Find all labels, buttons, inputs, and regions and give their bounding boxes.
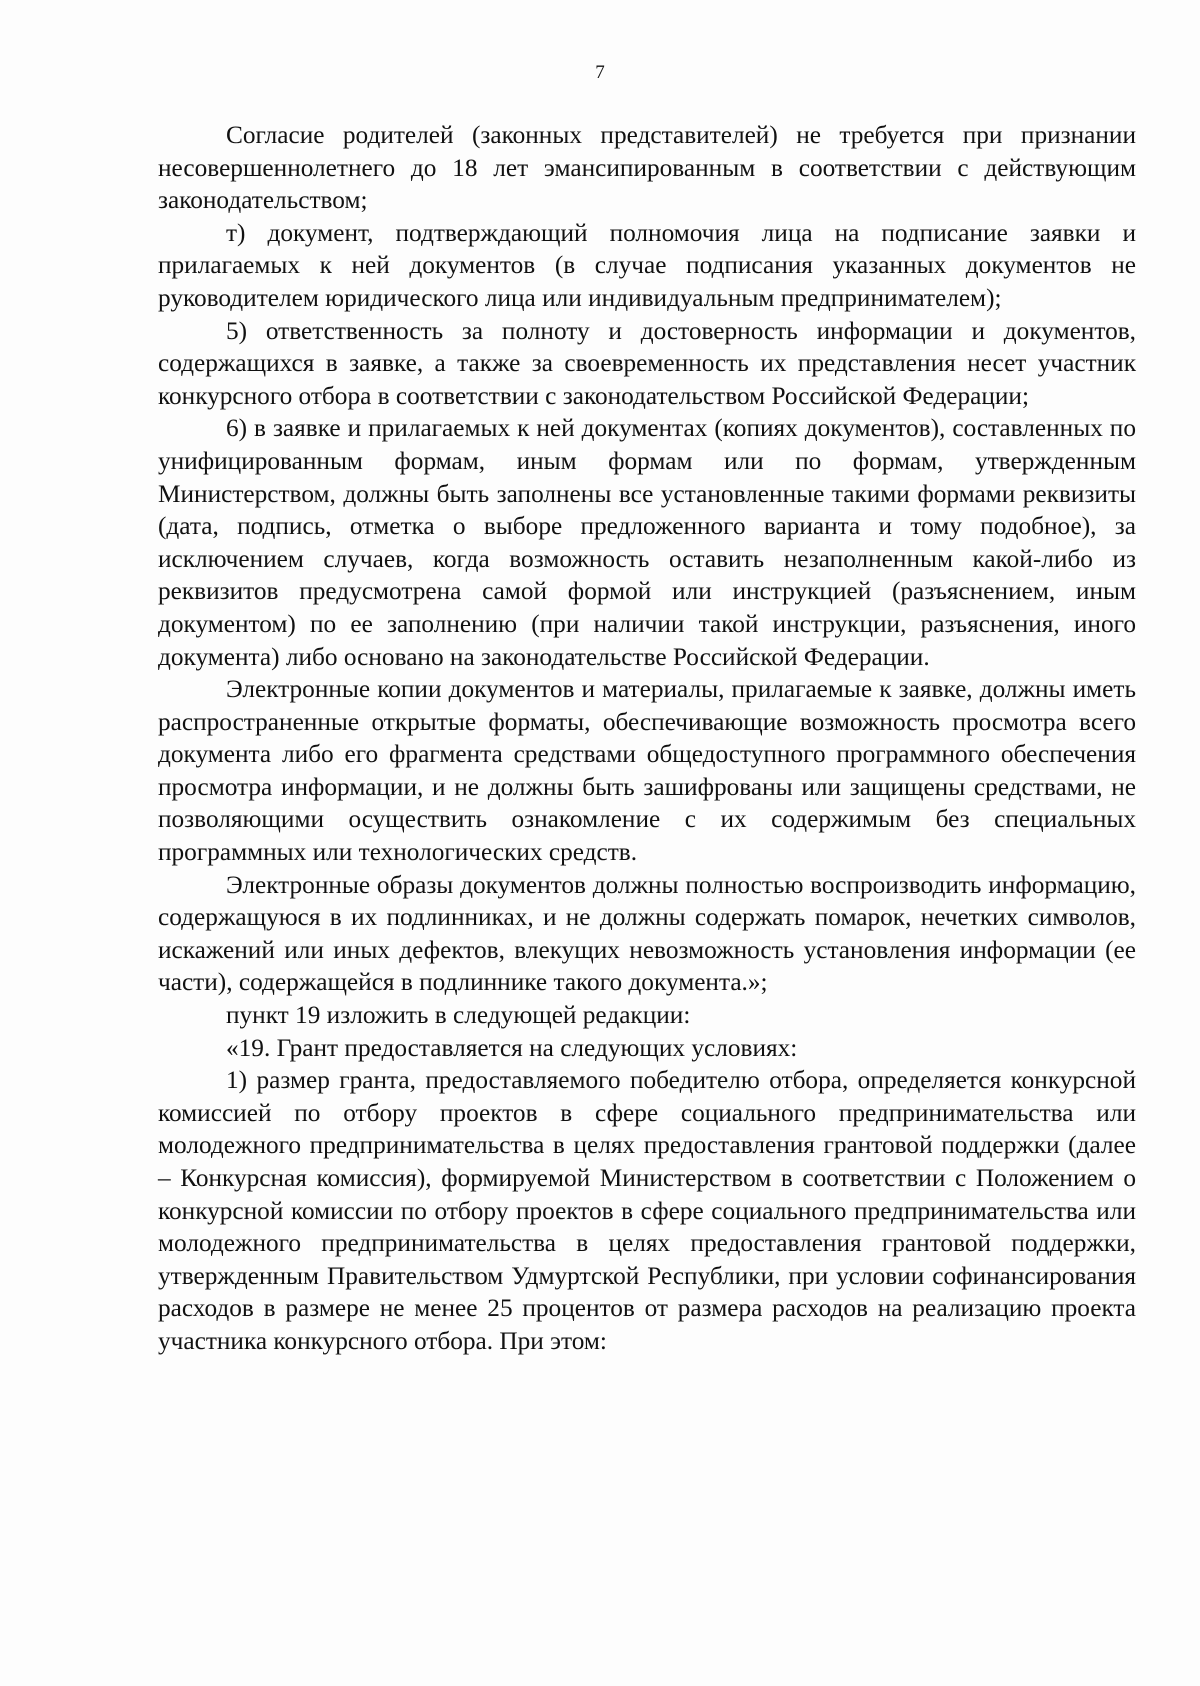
paragraph-parental-consent: Согласие родителей (законных представителей) не требуется при признании несовершеннолетнего до 18 лет эмансипированным в соответствии с действующим законодательством; (158, 121, 1136, 215)
document-body (158, 119, 1136, 1358)
paragraph-clause-19-item-1: 1) размер гранта, предоставляемого победителю отбора, определяется конкурсной комиссией по отбору проектов в сфере социального предпринимательства или молодежного предпринимательства в целях предоставления грантовой поддержки (далее – Конкурсная комиссия), формируемой Министерством в соответствии с Положением о конкурсной комиссии по отбору проектов в сфере социального предпринимательства или молодежного предпринимательства в целях предоставления грантовой поддержки, утвержденным Правительством Удмуртской Республики, при условии софинансирования расходов в размере не менее 25 процентов от размера расходов на реализацию проекта участника конкурсного отбора. При этом: (158, 1066, 1136, 1355)
paragraph-clause-19-intro: пункт 19 изложить в следующей редакции: (226, 1001, 691, 1030)
paragraph-item-5: 5) ответственность за полноту и достоверность информации и документов, содержащихся в заявке, а также за своевременность их представления несет участник конкурсного отбора в соответствии с законодательством Российской Федерации; (158, 316, 1136, 410)
page-number: 7 (595, 62, 605, 83)
paragraph-clause-19-heading: «19. Грант предоставляется на следующих условиях: (226, 1033, 798, 1062)
paragraph-item-t: т) документ, подтверждающий полномочия лица на подписание заявки и прилагаемых к ней документов (в случае подписания указанных документов не руководителем юридического лица или индивидуальным предпринимателем); (158, 218, 1136, 312)
paragraph-electronic-images: Электронные образы документов должны полностью воспроизводить информацию, содержащуюся в их подлинниках, и не должны содержать помарок, нечетких символов, искажений или иных дефектов, влекущих невозможность установления информации (ее части), содержащейся в подлиннике такого документа.»; (158, 870, 1136, 997)
paragraph-electronic-copies: Электронные копии документов и материалы, прилагаемые к заявке, должны иметь распространенные открытые форматы, обеспечивающие возможность просмотра всего документа либо его фрагмента средствами общедоступного программного обеспечения просмотра информации, и не должны быть зашифрованы или защищены средствами, не позволяющими осуществить ознакомление с их содержимым без специальных программных или технологических средств. (158, 675, 1136, 867)
paragraph-item-6: 6) в заявке и прилагаемых к ней документах (копиях документов), составленных по унифицированным формам, иным формам или по формам, утвержденным Министерством, должны быть заполнены все установленные такими формами реквизиты (дата, подпись, отметка о выборе предложенного варианта и тому подобное), за исключением случаев, когда возможность оставить незаполненным какой-либо из реквизитов предусмотрена самой формой или инструкцией (разъяснением, иным документом) по ее заполнению (при наличии такой инструкции, разъяснения, иного документа) либо основано на законодательстве Российской Федерации. (158, 414, 1136, 671)
